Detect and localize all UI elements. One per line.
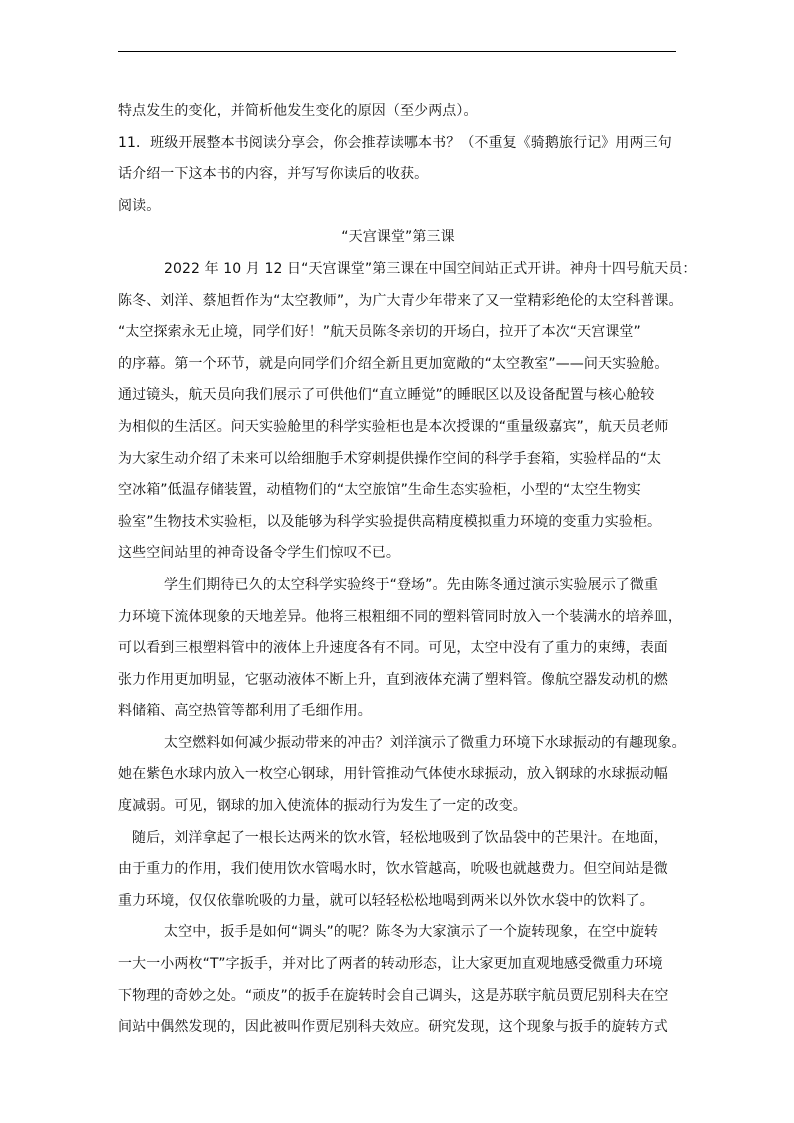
paragraph-line: 验室”生物技术实验柜，以及能够为科学实验提供高精度模拟重力环境的变重力实验柜。 [118, 513, 662, 530]
paragraph-line: 张力作用更加明显，它驱动液体不断上升，直到液体充满了塑料管。像航空器发动机的燃 [118, 671, 668, 688]
paragraph-line: 这些空间站里的神奇设备令学生们惊叹不已。 [118, 545, 400, 562]
question-10-tail: 特点发生的变化，并简析他发生变化的原因（至少两点）。 [118, 103, 478, 119]
paragraph-2 [118, 570, 682, 728]
paragraph-line: 下物理的奇妙之处。“顽皮”的扳手在旋转时会自己调头，这是苏联宇航员贾尼别科夫在空 [118, 987, 669, 1004]
paragraph-line: 2022 年 10 月 12 日“天宫课堂”第三课在中国空间站正式开讲。神舟十四号航天员： [164, 260, 697, 277]
paragraph-line: 间站中偶然发现的，因此被叫作贾尼别科夫效应。研究发现，这个现象与扳手的旋转方式 [118, 1019, 668, 1036]
paragraph-line: 随后，刘洋拿起了一根长达两米的饮水管，轻松地吸到了饮品袋中的芒果汁。在地面， [132, 829, 668, 846]
paragraph-line: 为大家生动介绍了未来可以给细胞手术穿刺提供操作空间的科学手套箱，实验样品的“太 [118, 450, 662, 467]
question-11-line-2: 话介绍一下这本书的内容，并写写你读后的收获。 [118, 166, 429, 183]
paragraph-line: 的序幕。第一个环节，就是向同学们介绍全新且更加宽敞的“太空教室”——问天实验舱。 [118, 355, 669, 372]
paragraph-1 [118, 254, 697, 570]
paragraph-line: 空冰箱”低温存储装置，动植物们的“太空旅馆”生命生态实验柜，小型的“太空生物实 [118, 482, 641, 499]
paragraph-line: 重力环境，仅仅依靠吮吸的力量，就可以轻轻松松地喝到两米以外饮水袋中的饮料了。 [118, 892, 654, 909]
paragraph-line: 力环境下流体现象的天地差异。他将三根粗细不同的塑料管同时放入一个装满水的培养皿， [118, 608, 682, 625]
paragraph-line: 太空中，扳手是如何“调头”的呢？陈冬为大家演示了一个旋转现象，在空中旋转 [164, 924, 659, 941]
paragraph-5 [118, 917, 678, 1043]
paragraph-line: 通过镜头，航天员向我们展示了可供他们“直立睡觉”的睡眠区以及设备配置与核心舱较 [118, 387, 655, 404]
article-title: “天宫课堂”第三课 [341, 229, 455, 246]
paragraph-line: 料储箱、高空热管等都利用了毛细作用。 [118, 703, 372, 720]
read-label: 阅读。 [118, 197, 161, 214]
paragraph-line: 她在紫色水球内放入一枚空心钢球，用针管推动气体使水球振动，放入钢球的水球振动幅 [118, 766, 668, 783]
paragraph-4 [118, 823, 678, 918]
paragraph-line: 陈冬、刘洋、蔡旭哲作为“太空教师”，为广大青少年带来了又一堂精彩绝伦的太空科普课。 [118, 292, 683, 309]
paragraph-line: 由于重力的作用，我们使用饮水管喝水时，饮水管越高，吮吸也就越费力。但空间站是微 [118, 861, 668, 878]
paragraph-line: “太空探索永无止境，同学们好！”航天员陈冬亲切的开场白，拉开了本次“天宫课堂” [118, 324, 641, 341]
paragraph-line: 学生们期待已久的太空科学实验终于“登场”。先由陈冬通过演示实验展示了微重 [164, 576, 659, 593]
paragraph-line: 可以看到三根塑料管中的液体上升速度各有不同。可见，太空中没有了重力的束缚，表面 [118, 640, 668, 657]
paragraph-line: 为相似的生活区。问天实验舱里的科学实验柜也是本次授课的“重量级嘉宾”，航天员老师 [118, 418, 669, 435]
paragraph-line: 太空燃料如何减少振动带来的冲击？刘洋演示了微重力环境下水球振动的有趣现象。 [164, 734, 686, 751]
paragraph-line: 度减弱。可见，钢球的加入使流体的振动行为发生了一定的改变。 [118, 798, 527, 815]
paragraph-line: 一大一小两枚“T”字扳手，并对比了两者的转动形态，让大家更加直观地感受微重力环境 [118, 956, 663, 973]
header-rule [118, 51, 676, 52]
paragraph-3 [118, 728, 686, 823]
page-content [118, 96, 697, 1044]
question-11-line-1: 11．班级开展整本书阅读分享会，你会推荐读哪本书？（不重复《骑鹅旅行记》用两三句 [118, 134, 672, 151]
